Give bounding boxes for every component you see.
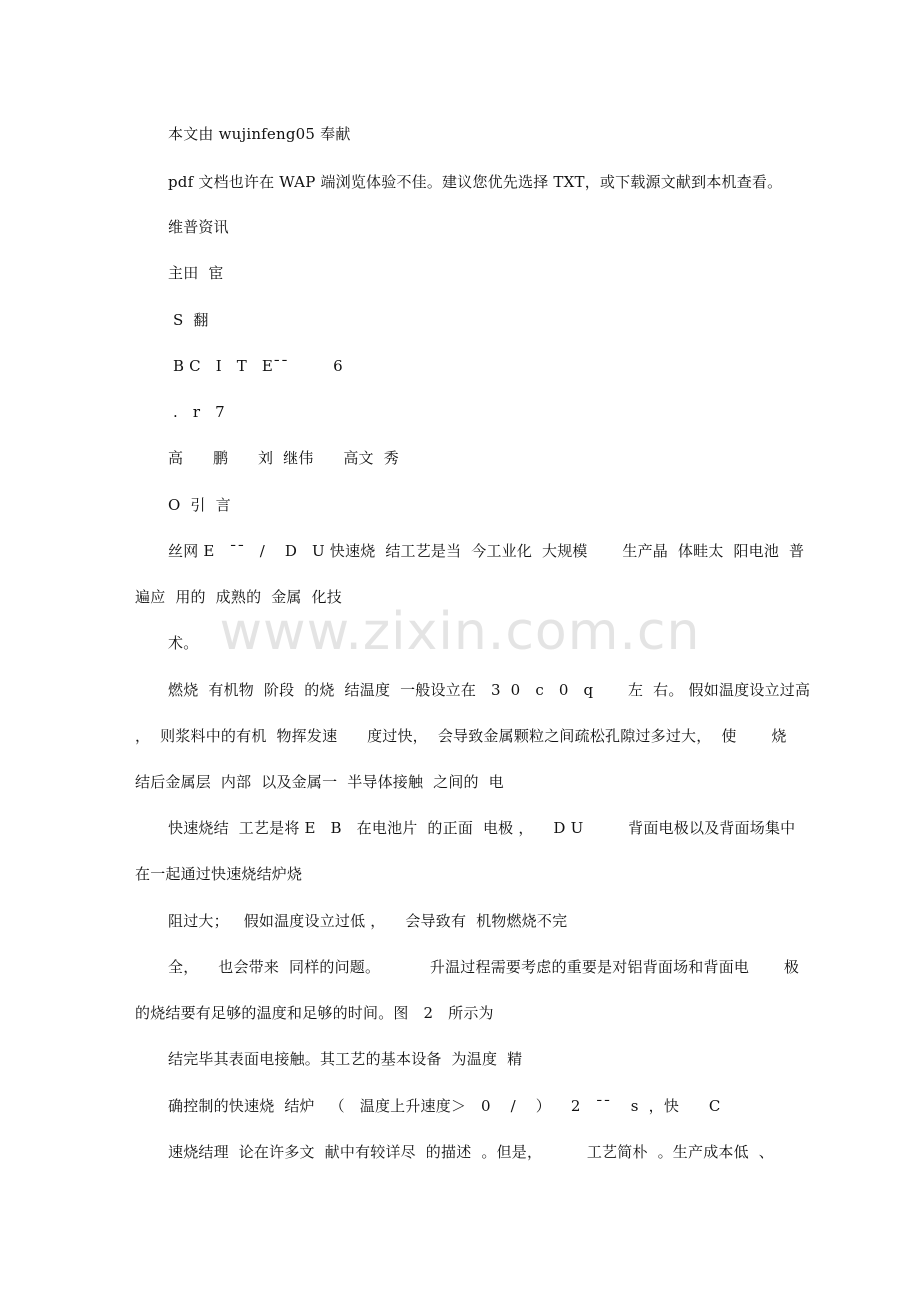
paragraph-line: 确控制的快速烧 结炉 （ 温度上升速度＞ 0 / ） 2 ¯¯ s ，快 C — [168, 1097, 721, 1115]
paragraph-line: 燃烧 有机物 阶段 的烧 结温度 一般设立在 3 0 c 0 q 左 右。 假如温度设立过高 — [168, 681, 811, 699]
paragraph-line: 阻过大； 假如温度设立过低 ， 会导致有 机物燃烧不完 — [168, 912, 568, 930]
section-heading: O 引 言 — [168, 496, 231, 514]
paragraph-line: 快速烧结 工艺是将 E B 在电池片 的正面 电极 ， D U 背面电极以及背面场集中 — [168, 819, 796, 837]
paragraph-line: 结完毕其表面电接触。其工艺的基本设备 为温度 精 — [168, 1050, 523, 1068]
text-line-authors: 高 鹏 刘 继伟 高文 秀 — [168, 449, 399, 467]
text-line: . r 7 — [168, 403, 225, 421]
text-line-pdf-notice: pdf 文档也许在 WAP 端浏览体验不佳。建议您优先选择 TXT，或下载源文献到本机查看。 — [168, 173, 783, 191]
text-line: 主田 宦 — [168, 264, 224, 282]
paragraph-line: 全， 也会带来 同样的问题。 升温过程需要考虑的重要是对铝背面场和背面电 极 — [168, 958, 800, 976]
watermark-text: www.zixin.com.cn — [219, 602, 701, 662]
paragraph-line: 结后金属层 内部 以及金属一 半导体接触 之间的 电 — [135, 773, 504, 791]
paragraph-line: 在一起通过快速烧结炉烧 — [135, 865, 303, 883]
paragraph-line: 的烧结要有足够的温度和足够的时间。图 2 所示为 — [135, 1004, 494, 1022]
text-line-contributor: 本文由 wujinfeng05 奉献 — [168, 125, 351, 143]
paragraph-line: ， 则浆料中的有机 物挥发速 度过快， 会导致金属颗粒之间疏松孔隙过多过大， 使 烧 — [135, 727, 787, 745]
text-line: S 翻 — [168, 311, 209, 329]
paragraph-line: 术。 — [168, 634, 199, 652]
paragraph-line: 遍应 用的 成熟的 金属 化技 — [135, 588, 342, 606]
text-line-source: 维普资讯 — [168, 218, 229, 236]
paragraph-line: 丝网 E ¯¯ / D U 快速烧 结工艺是当 今工业化 大规模 生产晶 体畦太 阳电池 普 — [168, 542, 805, 560]
text-line: B C I T E¯¯ 6 — [168, 357, 343, 375]
paragraph-line: 速烧结理 论在许多文 献中有较详尽 的描述 。但是， 工艺简朴 。生产成本低 、 — [168, 1143, 774, 1161]
